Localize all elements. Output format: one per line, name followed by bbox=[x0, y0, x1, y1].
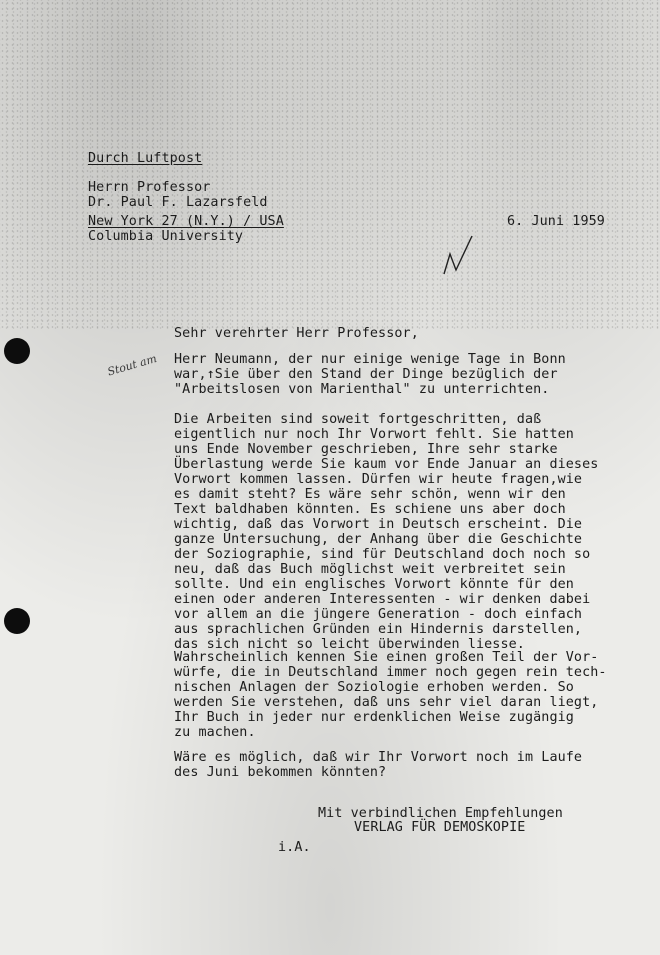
signature: i.A. bbox=[278, 840, 311, 855]
paragraph-line: wichtig, daß das Vorwort in Deutsch erscheint. Die bbox=[174, 517, 583, 532]
paragraph-line: war,↑Sie über den Stand der Dinge bezüglich der bbox=[174, 367, 558, 382]
paragraph-line: sollte. Und ein englisches Vorwort könnte für den bbox=[174, 577, 574, 592]
paragraph-line: werden Sie verstehen, daß uns sehr viel daran liegt, bbox=[174, 695, 599, 710]
paragraph-line: eigentlich nur noch Ihr Vorwort fehlt. Sie hatten bbox=[174, 427, 574, 442]
paragraph-line: Wäre es möglich, daß wir Ihr Vorwort noch im Laufe bbox=[174, 750, 583, 765]
paragraph-line: ganze Untersuchung, der Anhang über die Geschichte bbox=[174, 532, 583, 547]
closing: Mit verbindlichen Empfehlungen bbox=[318, 806, 563, 821]
paragraph-line: neu, daß das Buch möglichst weit verbreitet sein bbox=[174, 562, 566, 577]
letter-date: 6. Juni 1959 bbox=[507, 214, 605, 229]
paragraph-line: aus sprachlichen Gründen ein Hindernis darstellen, bbox=[174, 622, 583, 637]
paragraph-line: vor allem an die jüngere Generation - doch einfach bbox=[174, 607, 583, 622]
recipient-line: Columbia University bbox=[88, 229, 244, 244]
paragraph-line: des Juni bekommen könnten? bbox=[174, 765, 387, 780]
punch-hole bbox=[4, 608, 30, 634]
paragraph-line: Vorwort kommen lassen. Dürfen wir heute fragen,wie bbox=[174, 472, 583, 487]
paragraph-line: Die Arbeiten sind soweit fortgeschritten, daß bbox=[174, 412, 542, 427]
paragraph-line: Herr Neumann, der nur einige wenige Tage in Bonn bbox=[174, 352, 566, 367]
paragraph-line: einen oder anderen Interessenten - wir denken dabei bbox=[174, 592, 591, 607]
delivery-method: Durch Luftpost bbox=[88, 151, 203, 166]
handwritten-margin-note: Stout am bbox=[106, 352, 159, 379]
paragraph-line: nischen Anlagen der Soziologie erhoben werden. So bbox=[174, 680, 574, 695]
paragraph-line: würfe, die in Deutschland immer noch gegen rein tech- bbox=[174, 665, 607, 680]
paragraph-line: der Soziographie, sind für Deutschland doch noch so bbox=[174, 547, 591, 562]
paragraph-line: Überlastung werde Sie kaum vor Ende Januar an dieses bbox=[174, 457, 599, 472]
recipient-line: Herrn Professor bbox=[88, 180, 211, 195]
paragraph-line: "Arbeitslosen von Marienthal" zu unterrichten. bbox=[174, 382, 550, 397]
recipient-line: New York 27 (N.Y.) / USA bbox=[88, 214, 284, 229]
paragraph-line: Wahrscheinlich kennen Sie einen großen Teil der Vor- bbox=[174, 650, 599, 665]
paragraph-line: Text baldhaben könnten. Es schiene uns aber doch bbox=[174, 502, 566, 517]
company-name: VERLAG FÜR DEMOSKOPIE bbox=[354, 820, 526, 835]
salutation: Sehr verehrter Herr Professor, bbox=[174, 326, 419, 341]
paragraph-line: uns Ende November geschrieben, Ihre sehr starke bbox=[174, 442, 558, 457]
punch-hole bbox=[4, 338, 30, 364]
paragraph-line: es damit steht? Es wäre sehr schön, wenn wir den bbox=[174, 487, 566, 502]
paragraph-line: das sich nicht so leicht überwinden liesse. bbox=[174, 637, 525, 652]
paragraph-line: Ihr Buch in jeder nur erdenklichen Weise zugängig bbox=[174, 710, 574, 725]
recipient-line: Dr. Paul F. Lazarsfeld bbox=[88, 195, 268, 210]
paragraph-line: zu machen. bbox=[174, 725, 256, 740]
handwritten-check-mark bbox=[438, 232, 478, 280]
